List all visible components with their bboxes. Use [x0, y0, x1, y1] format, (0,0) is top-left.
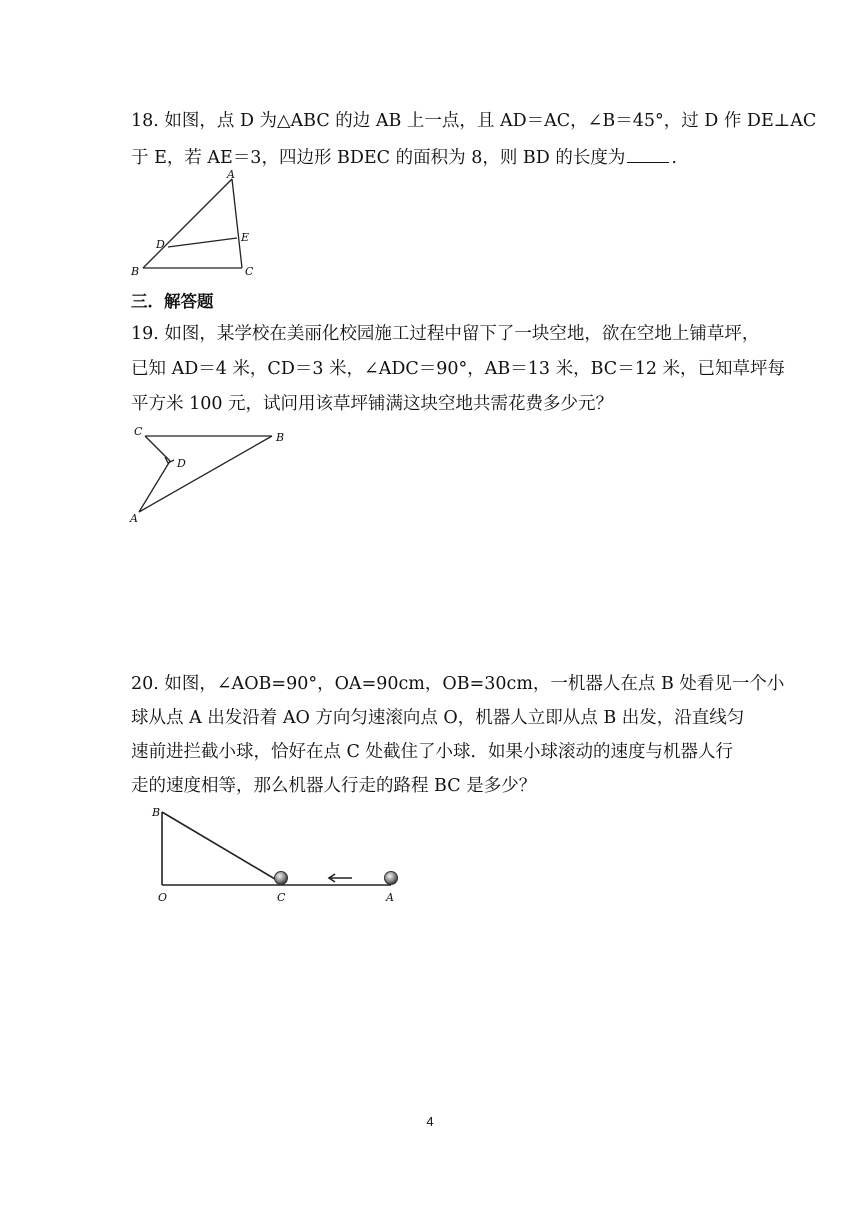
q18-text-line2-main: 于 E，若 AE＝3，四边形 BDEC 的面积为 8，则 BD 的长度为: [131, 148, 626, 168]
segment-ac: [232, 179, 242, 268]
label-b: B: [152, 806, 161, 819]
q20-text-line4: 走的速度相等，那么机器人行走的路程 BC 是多少？: [131, 776, 537, 796]
q19-quadrilateral-figure: [125, 423, 295, 527]
segment-da: [139, 461, 170, 512]
page-number: 4: [426, 1114, 434, 1129]
q20-text-line3: 速前进拦截小球，恰好在点 C 处截住了小球．如果小球滚动的速度与机器人行: [131, 742, 734, 762]
segment-de: [168, 238, 237, 247]
label-c: C: [277, 891, 286, 904]
q18-text-line1: 18. 如图，点 D 为△ABC 的边 AB 上一点，且 AD＝AC，∠B＝45°，过 D 作 DE⊥AC: [131, 111, 817, 131]
q20-robot-figure: [148, 803, 408, 907]
q18-triangle-figure: [125, 168, 265, 280]
label-b: B: [276, 431, 285, 444]
q18-text-line2-end: .: [671, 148, 677, 168]
label-e: E: [241, 231, 250, 244]
ball-at-c: [275, 872, 288, 885]
q19-text-line2: 已知 AD＝4 米，CD＝3 米，∠ADC＝90°，AB＝13 米，BC＝12 米，已知草坪每: [131, 359, 786, 379]
answer-blank: [627, 145, 669, 163]
label-o: O: [158, 891, 168, 904]
q20-text-line2: 球从点 A 出发沿着 AO 方向匀速滚向点 O，机器人立即从点 B 出发，沿直线匀: [131, 708, 745, 728]
label-a: A: [130, 512, 138, 525]
q20-text-line1: 20. 如图，∠AOB=90°，OA=90cm，OB=30cm，一机器人在点 B 处看见一个小: [131, 674, 785, 694]
label-d: D: [177, 457, 186, 470]
label-d: D: [156, 238, 165, 251]
label-c: C: [245, 265, 254, 278]
label-b: B: [131, 265, 140, 278]
ball-at-a: [385, 872, 398, 885]
segment-ab: [143, 179, 232, 268]
q19-text-line3: 平方米 100 元，试问用该草坪铺满这块空地共需花费多少元？: [131, 394, 614, 414]
label-a: A: [386, 891, 394, 904]
segment-bc: [162, 812, 280, 882]
q18-text-line2: [131, 145, 677, 170]
q19-text-line1: 19. 如图，某学校在美丽化校园施工过程中留下了一块空地，欲在空地上铺草坪，: [131, 324, 760, 344]
segment-ab: [139, 436, 272, 512]
label-a: A: [227, 168, 235, 181]
section-heading: 三．解答题: [131, 292, 214, 311]
segment-cd: [145, 436, 170, 461]
label-c: C: [134, 425, 143, 438]
